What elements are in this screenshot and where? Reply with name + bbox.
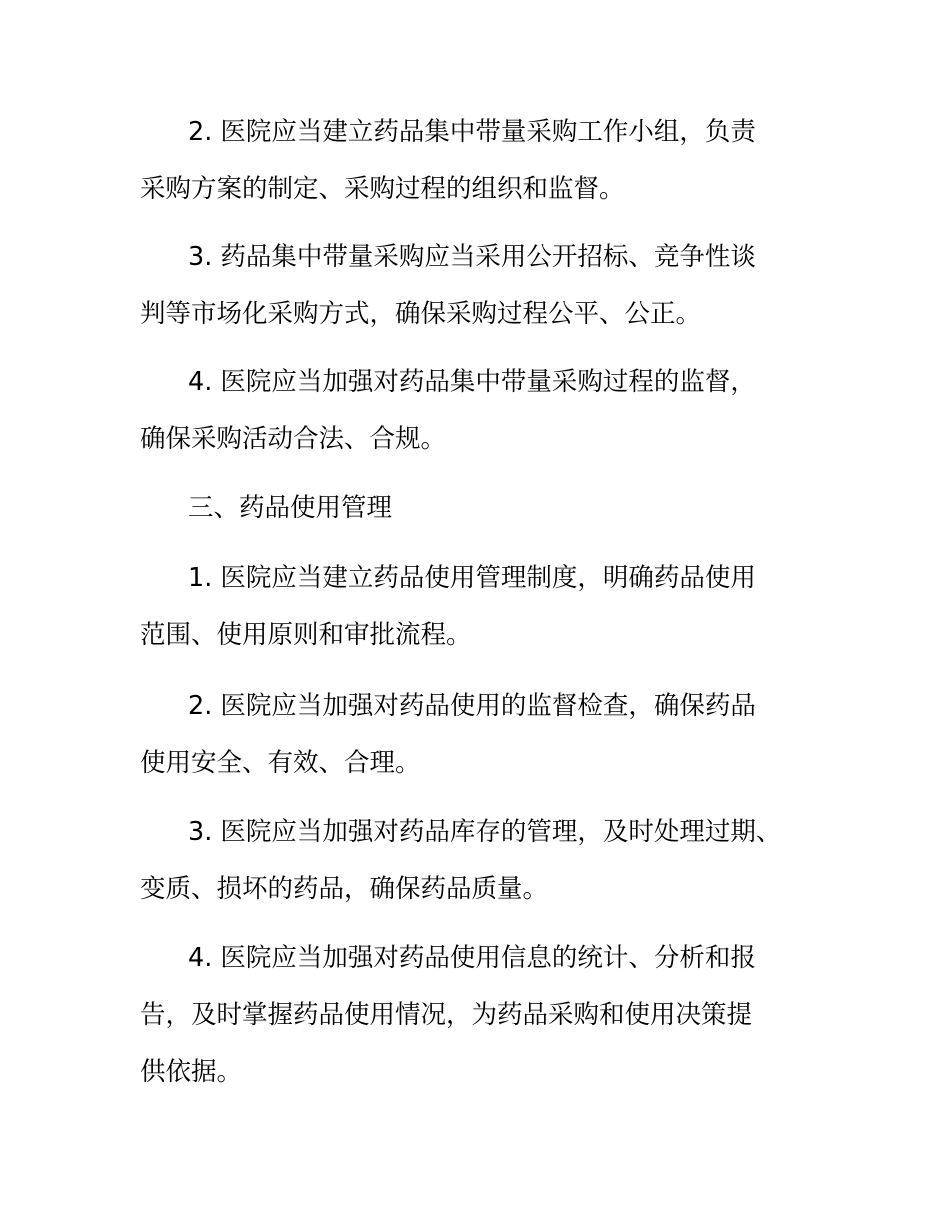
text-line: 1. 医院应当建立药品使用管理制度，明确药品使用 — [188, 563, 756, 593]
text-line: 告，及时掌握药品使用情况，为药品采购和使用决策提 — [140, 1000, 753, 1030]
text-line: 确保采购活动合法、合规。 — [140, 424, 447, 454]
text-line: 4. 医院应当加强对药品使用信息的统计、分析和报 — [188, 943, 756, 973]
paragraph-usage-statistics — [140, 930, 820, 1101]
paragraph-procurement-method — [140, 229, 820, 343]
paragraph-inventory — [140, 804, 820, 918]
text-line: 采购方案的制定、采购过程的组织和监督。 — [140, 174, 625, 204]
section-heading — [140, 480, 820, 537]
text-line: 供依据。 — [140, 1057, 243, 1087]
paragraph-usage-inspection — [140, 678, 820, 792]
text-line: 使用安全、有效、合理。 — [140, 748, 421, 778]
paragraph-procurement-supervision — [140, 354, 820, 468]
text-line: 3. 药品集中带量采购应当采用公开招标、竞争性谈 — [188, 242, 756, 272]
text-line: 4. 医院应当加强对药品集中带量采购过程的监督， — [188, 367, 756, 397]
paragraph-usage-system — [140, 550, 820, 664]
text-line: 范围、使用原则和审批流程。 — [140, 620, 472, 650]
text-line: 变质、损坏的药品，确保药品质量。 — [140, 874, 549, 904]
section-heading-text: 三、药品使用管理 — [188, 493, 393, 523]
paragraph-procurement-group — [140, 104, 820, 218]
text-line: 判等市场化采购方式，确保采购过程公平、公正。 — [140, 299, 702, 329]
text-line: 2. 医院应当加强对药品使用的监督检查，确保药品 — [188, 691, 756, 721]
text-line: 3. 医院应当加强对药品库存的管理，及时处理过期、 — [188, 817, 782, 847]
text-line: 2. 医院应当建立药品集中带量采购工作小组，负责 — [188, 117, 756, 147]
